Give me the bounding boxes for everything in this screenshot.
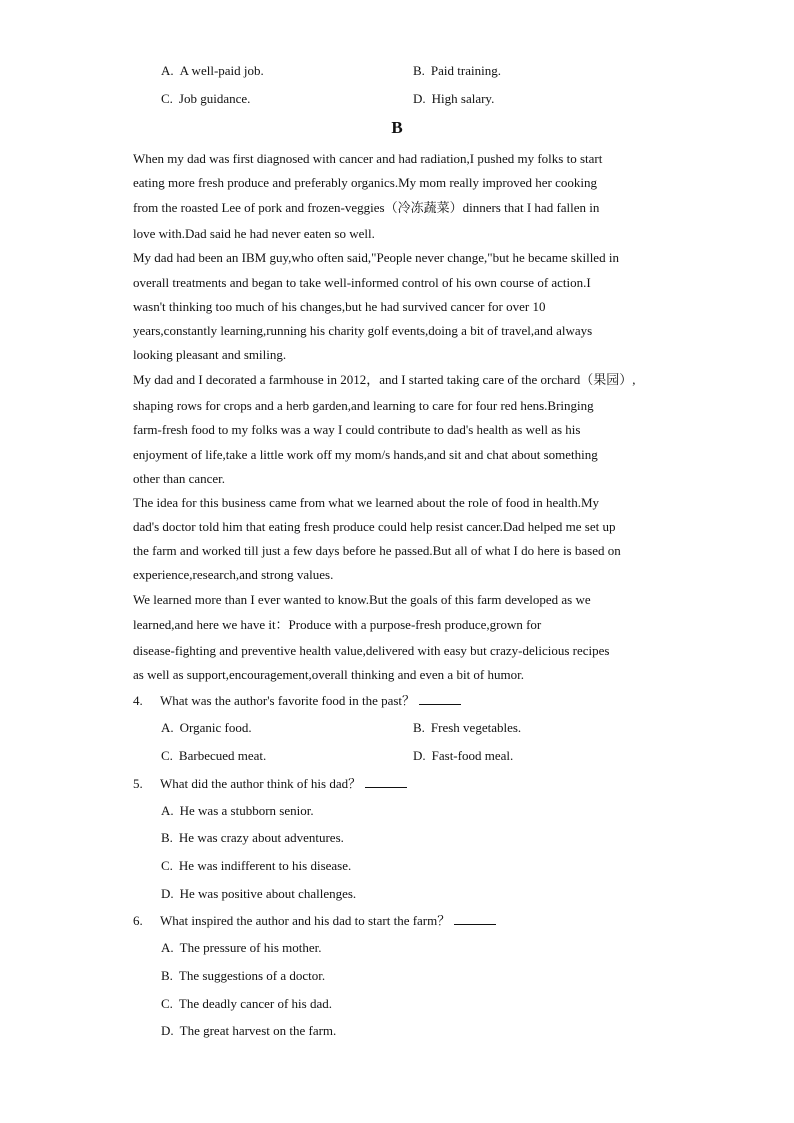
passage-line: looking pleasant and smiling. [133, 347, 287, 362]
option-letter: C. [161, 748, 173, 763]
option-letter: D. [161, 1023, 174, 1038]
option-letter: A. [161, 720, 174, 735]
option-text: The great harvest on the farm. [179, 1023, 337, 1038]
option-letter: B. [413, 63, 425, 78]
option-letter: C. [161, 858, 173, 873]
passage-line: love with.Dad said he had never eaten so well. [133, 226, 375, 241]
q4-option-d [413, 748, 513, 764]
passage-line: My dad and I decorated a farmhouse in 2012，and I started taking care of the orchard（果园）, [133, 372, 636, 387]
option-letter: B. [161, 830, 173, 845]
prev-option-d [413, 91, 494, 107]
passage-line: disease-fighting and preventive health value,delivered with easy but crazy-delicious recipes [133, 643, 610, 658]
question-4 [133, 692, 461, 709]
passage-line: shaping rows for crops and a herb garden,and learning to care for four red hens.Bringing [133, 398, 594, 413]
question-text: What was the author's favorite food in the past？ [160, 693, 416, 708]
passage-line: as well as support,encouragement,overall thinking and even a bit of humor. [133, 667, 524, 682]
option-letter: C. [161, 91, 173, 106]
passage-line: farm-fresh food to my folks was a way I could contribute to dad's health as well as his [133, 422, 581, 437]
passage-line: experience,research,and strong values. [133, 567, 334, 582]
answer-blank[interactable] [419, 692, 461, 705]
passage-line: dad's doctor told him that eating fresh produce could help resist cancer.Dad helped me set up [133, 519, 616, 534]
option-letter: A. [161, 803, 174, 818]
passage-line: the farm and worked till just a few days before he passed.But all of what I do here is based on [133, 543, 621, 558]
passage-line: other than cancer. [133, 471, 226, 486]
option-text: A well-paid job. [179, 63, 264, 78]
question-number: 5. [133, 776, 143, 791]
question-number: 4. [133, 693, 143, 708]
option-letter: B. [413, 720, 425, 735]
q6-option-b [161, 968, 325, 984]
prev-option-a [161, 63, 264, 79]
q4-option-a [161, 720, 252, 736]
option-text: Paid training. [430, 63, 501, 78]
question-5 [133, 775, 407, 792]
option-text: The deadly cancer of his dad. [178, 996, 332, 1011]
q5-option-b [161, 830, 344, 846]
option-text: He was a stubborn senior. [179, 803, 314, 818]
option-letter: A. [161, 63, 174, 78]
q6-option-a [161, 940, 322, 956]
q6-option-c [161, 996, 332, 1012]
passage-line: The idea for this business came from what we learned about the role of food in health.My [133, 495, 600, 510]
passage-line: overall treatments and began to take well-informed control of his own course of action.I [133, 275, 591, 290]
option-text: He was crazy about adventures. [178, 830, 344, 845]
section-title: B [391, 118, 403, 137]
passage-line: enjoyment of life,take a little work off my mom/s hands,and sit and chat about something [133, 447, 598, 462]
option-letter: D. [413, 748, 426, 763]
option-text: He was positive about challenges. [179, 886, 357, 901]
passage-line: learned,and here we have it：Produce with a purpose-fresh produce,grown for [133, 617, 542, 632]
passage-line: years,constantly learning,running his charity golf events,doing a bit of travel,and always [133, 323, 593, 338]
q6-option-d [161, 1023, 336, 1039]
passage-line: from the roasted Lee of pork and frozen-veggies（冷冻蔬菜）dinners that I had fallen in [133, 200, 600, 215]
q5-option-a [161, 803, 314, 819]
q5-option-d [161, 886, 356, 902]
prev-option-c [161, 91, 250, 107]
option-text: Job guidance. [178, 91, 251, 106]
option-text: Organic food. [179, 720, 252, 735]
option-text: The suggestions of a doctor. [178, 968, 326, 983]
answer-blank[interactable] [454, 912, 496, 925]
passage-line: We learned more than I ever wanted to know.But the goals of this farm developed as we [133, 592, 591, 607]
option-letter: D. [161, 886, 174, 901]
option-letter: C. [161, 996, 173, 1011]
option-text: High salary. [431, 91, 495, 106]
passage-line: eating more fresh produce and preferably organics.My mom really improved her cooking [133, 175, 597, 190]
q4-option-c [161, 748, 266, 764]
prev-option-b [413, 63, 501, 79]
option-text: The pressure of his mother. [179, 940, 322, 955]
option-letter: D. [413, 91, 426, 106]
option-letter: B. [161, 968, 173, 983]
question-number: 6. [133, 913, 143, 928]
option-text: Barbecued meat. [178, 748, 267, 763]
question-6 [133, 912, 496, 929]
question-text: What did the author think of his dad？ [160, 776, 362, 791]
option-text: Fresh vegetables. [430, 720, 522, 735]
q5-option-c [161, 858, 351, 874]
option-text: He was indifferent to his disease. [178, 858, 352, 873]
q4-option-b [413, 720, 521, 736]
option-text: Fast-food meal. [431, 748, 514, 763]
answer-blank[interactable] [365, 775, 407, 788]
passage-line: wasn't thinking too much of his changes,but he had survived cancer for over 10 [133, 299, 546, 314]
passage-line: My dad had been an IBM guy,who often said,"People never change,"but he became skilled in [133, 250, 619, 265]
passage-line: When my dad was first diagnosed with cancer and had radiation,I pushed my folks to start [133, 151, 603, 166]
option-letter: A. [161, 940, 174, 955]
question-text: What inspired the author and his dad to start the farm？ [160, 913, 451, 928]
